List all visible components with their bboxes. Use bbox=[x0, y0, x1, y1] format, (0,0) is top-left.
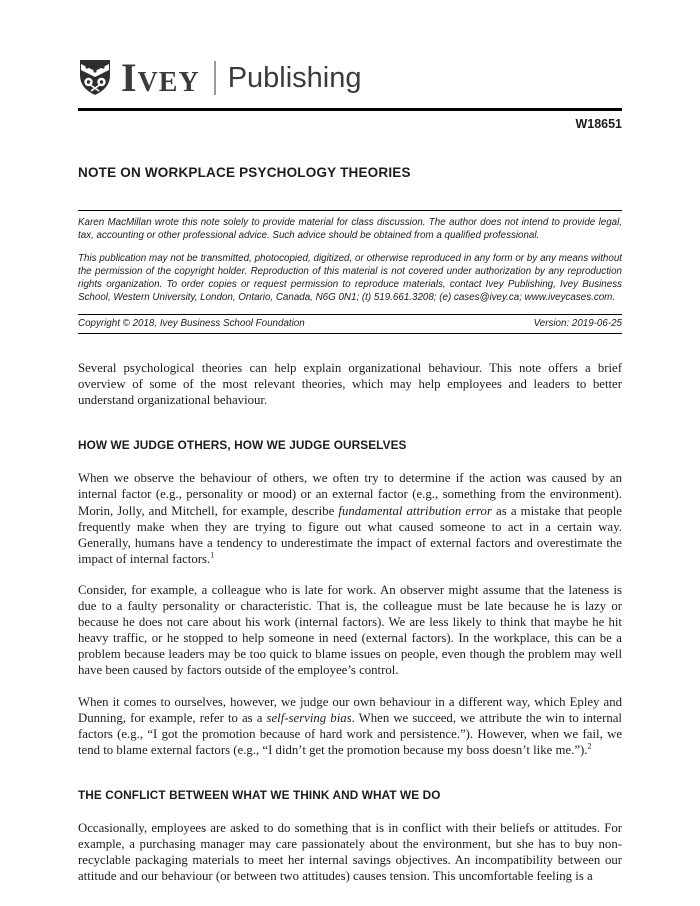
header-rule bbox=[78, 108, 622, 111]
body-paragraph: When we observe the behaviour of others, we often try to determine if the action was caused by an internal factor (e.g., personality or mood) or an external factor (e.g., something from the environment). Morin, Jolly, and Mitchell, for example, describe fundamental attribution error as a mistake that people frequently make when they are trying to figure out what caused someone to act in a certain way. Generally, humans have a tendency to underestimate the impact of external factors and overestimate the impact of internal factors.$^1$ bbox=[78, 471, 622, 566]
ivey-crest-icon bbox=[78, 59, 112, 97]
intro-paragraph: Several psychological theories can help explain organizational behaviour. This note offers a brief overview of some of the most relevant theories, which may help employees and leaders to better understand organizational behaviour. bbox=[78, 361, 622, 408]
body-paragraph: When it comes to ourselves, however, we judge our own behaviour in a different way, which Epley and Dunning, for example, refer to as a self-serving bias. When we succeed, we attribute the win to internal factors (e.g., “I got the promotion because of hard work and persistence.”). However, when we fail, we tend to blame external factors (e.g., “I didn’t get the promotion because my boss doesn’t like me.”).$^2$ bbox=[78, 694, 622, 757]
document-header bbox=[78, 55, 622, 100]
document-body bbox=[78, 360, 622, 884]
section-heading: THE CONFLICT BETWEEN WHAT WE THINK AND WHAT WE DO bbox=[78, 788, 441, 803]
logo-divider bbox=[214, 61, 216, 95]
body-paragraph: Occasionally, employees are asked to do something that is in conflict with their beliefs or attitudes. For example, a purchasing manager may care passionately about the environment, but she has to buy non-recyclable packaging materials to meet her internal savings objectives. An incompatibility between our attitude and our behaviour (or between two attitudes) causes tension. This uncomfortable feeling is a bbox=[78, 820, 622, 884]
version-text: Version: 2019-06-25 bbox=[533, 318, 622, 330]
ivey-wordmark: Ivey bbox=[121, 55, 200, 100]
publishing-label: Publishing bbox=[227, 61, 362, 94]
section-heading: HOW WE JUDGE OTHERS, HOW WE JUDGE OURSELVES bbox=[78, 438, 407, 453]
front-matter bbox=[78, 210, 622, 334]
front-matter-rule bbox=[78, 210, 622, 211]
attribution-note: Karen MacMillan wrote this note solely to provide material for class discussion. The author does not intend to provide legal, tax, accounting or other professional advice. Such advice should be obtained from a qualified professional. bbox=[78, 217, 622, 242]
body-paragraph: Consider, for example, a colleague who is late for work. An observer might assume that the lateness is due to a faulty personality or characteristic. That is, the colleague must be late because he is lazy or because he does not care about his work (internal factors). We are less likely to think that maybe he hit heavy traffic, or he stopped to help someone in need (external factors). In the workplace, this can be a problem because leaders may be too quick to blame issues on people, even though the problem may well have been caused by factors outside of the employee’s control. bbox=[78, 582, 622, 678]
document-number: W18651 bbox=[575, 117, 622, 131]
copyright-row bbox=[78, 314, 622, 334]
permissions-note: This publication may not be transmitted, photocopied, digitized, or otherwise reproduced in any form or by any means without the permission of the copyright holder. Reproduction of this material is not covered under authorization by any reproduction rights organization. To order copies or request permission to reproduce materials, contact Ivey Publishing, Ivey Business School, Western University, London, Ontario, Canada, N6G 0N1; (t) 519.661.3208; (e) cases@ivey.ca; www.iveycases.com. bbox=[78, 253, 622, 304]
page-title: NOTE ON WORKPLACE PSYCHOLOGY THEORIES bbox=[78, 165, 411, 180]
copyright-text: Copyright © 2018, Ivey Business School Foundation bbox=[78, 318, 305, 330]
